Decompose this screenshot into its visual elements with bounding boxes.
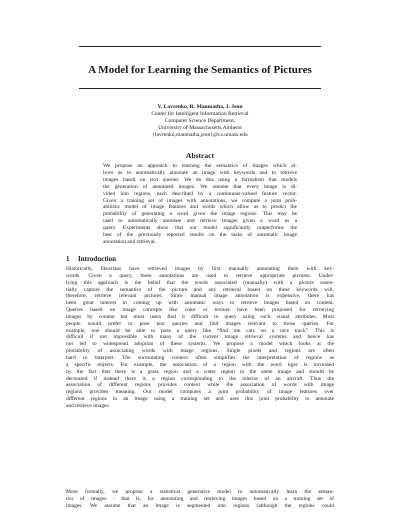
abstract-line: annotation and retrieval. <box>103 238 156 245</box>
affiliation-line: Center for Intelligent Information Retrieval <box>151 110 249 117</box>
intro-paragraph-1 <box>66 266 334 410</box>
abstract-line: the generation of annotated images. We assume that every image is di- <box>103 183 297 190</box>
body-line: images by content but most users find it difficult to query using such visual attributes. Most <box>66 313 334 320</box>
body-line: been great interest in coming up with automatic ways to retrieve images based on content. <box>66 300 334 307</box>
body-line: images. We assume that an image is segmented into regions (although the regions could <box>66 502 334 509</box>
title-rule-bottom <box>79 88 321 89</box>
abstract-line: query. Experiments show that our model significantly outperforms the <box>103 225 297 232</box>
paper-title: A Model for Learning the Semantics of Pictures <box>88 64 312 76</box>
abstract-line: probability of generating a word given the image regions. This may be <box>103 211 297 218</box>
abstract-line: vided into regions, each described by a continuous-valued feature vector. <box>103 190 297 197</box>
affiliation-line: Computer Science Department, <box>164 117 236 124</box>
section-title: Introduction <box>78 255 116 263</box>
abstract-line: used to automatically annotate and retrieve images given a word as a <box>103 218 297 225</box>
body-line: therefore, retrieve relevant pictures. Since manual image annotation is expensive, there has <box>66 293 334 300</box>
body-line: More formally, we propose a statistical generative model to automatically learn the seman- <box>66 489 334 495</box>
body-line: and retrieve images. <box>66 402 110 409</box>
abstract-line: Given a training set of images with annotations, we compute a joint prob- <box>103 197 297 204</box>
intro-paragraph-2 <box>66 489 334 510</box>
author-email: {lavrenko,manmatha,jeon}@cs.umass.edu <box>152 131 248 138</box>
body-line: example, one should be able to pose a query like “find me cars on a race track”. This is <box>66 327 334 334</box>
body-line: tially capture the semantics of the picture and any retrieval based on these keywords will, <box>66 286 334 293</box>
section-number: 1 <box>66 255 70 263</box>
body-line: different regions in an image using a training set and uses this joint probability to annotate <box>66 396 334 403</box>
body-line: hard to interpret. The surrounding context often simplifies the interpretation of regions as <box>66 354 334 361</box>
body-line: words. Given a query, these annotations are used to retrieve appropriate pictures. Under- <box>66 272 334 279</box>
body-line: Queries based on image concepts like color or texture have been proposed for retrieving <box>66 307 334 314</box>
body-line: not led to widespread adoption of these systems. We propose a model which looks at the <box>66 341 334 348</box>
body-line: decreased if instead there is a region corresponding to the interior of an aircraft. Thus the <box>66 375 334 382</box>
body-line: Historically, librarians have retrieved images by first manually annotating them with key- <box>66 266 334 272</box>
body-line: difficult if not impossible with many of the current image retrieval systems and hence has <box>66 334 334 341</box>
abstract-line: abilistic model of image features and words which allow us to predict the <box>103 204 297 211</box>
body-line: by the fact that there is a grass region and a water region in the same image and should be <box>66 368 334 375</box>
author-names: V. Lavrenko, R. Manmatha, J. Jeon <box>157 104 243 110</box>
abstract-text <box>103 163 297 246</box>
body-line: regions provides meaning. Our model computes a joint probability of image features over <box>66 389 334 396</box>
abstract-heading: Abstract <box>186 151 214 160</box>
body-line: association of different regions provides context while the association of words with image <box>66 382 334 389</box>
abstract-line: images based on text queries. We do this using a formalism that models <box>103 176 297 183</box>
section-heading <box>66 255 116 263</box>
body-line: people would prefer to pose text queries and find images relevant to those queries. For <box>66 320 334 327</box>
author-block <box>0 104 400 139</box>
abstract-line: best of the previously reported results on the tasks of automatic image <box>103 232 297 239</box>
abstract-line: We propose an approach to learning the semantics of images which al- <box>103 163 297 169</box>
body-line: probability of associating words with image regions. Single pixels and regions are often <box>66 348 334 355</box>
body-line: tics of images - that is, for annotating and retrieving images based on a training set of <box>66 495 334 502</box>
body-line: a specific objects. For example, the association of a region with the word tiger is increased <box>66 361 334 368</box>
affiliation-line: University of Massachusetts Amherst <box>158 124 242 131</box>
abstract-line: lows us to automatically annotate an image with keywords and to retrieve <box>103 169 297 176</box>
body-line: lying this approach is the belief that the words associated (manually) with a picture essen- <box>66 279 334 286</box>
title-rule-top <box>79 46 321 47</box>
